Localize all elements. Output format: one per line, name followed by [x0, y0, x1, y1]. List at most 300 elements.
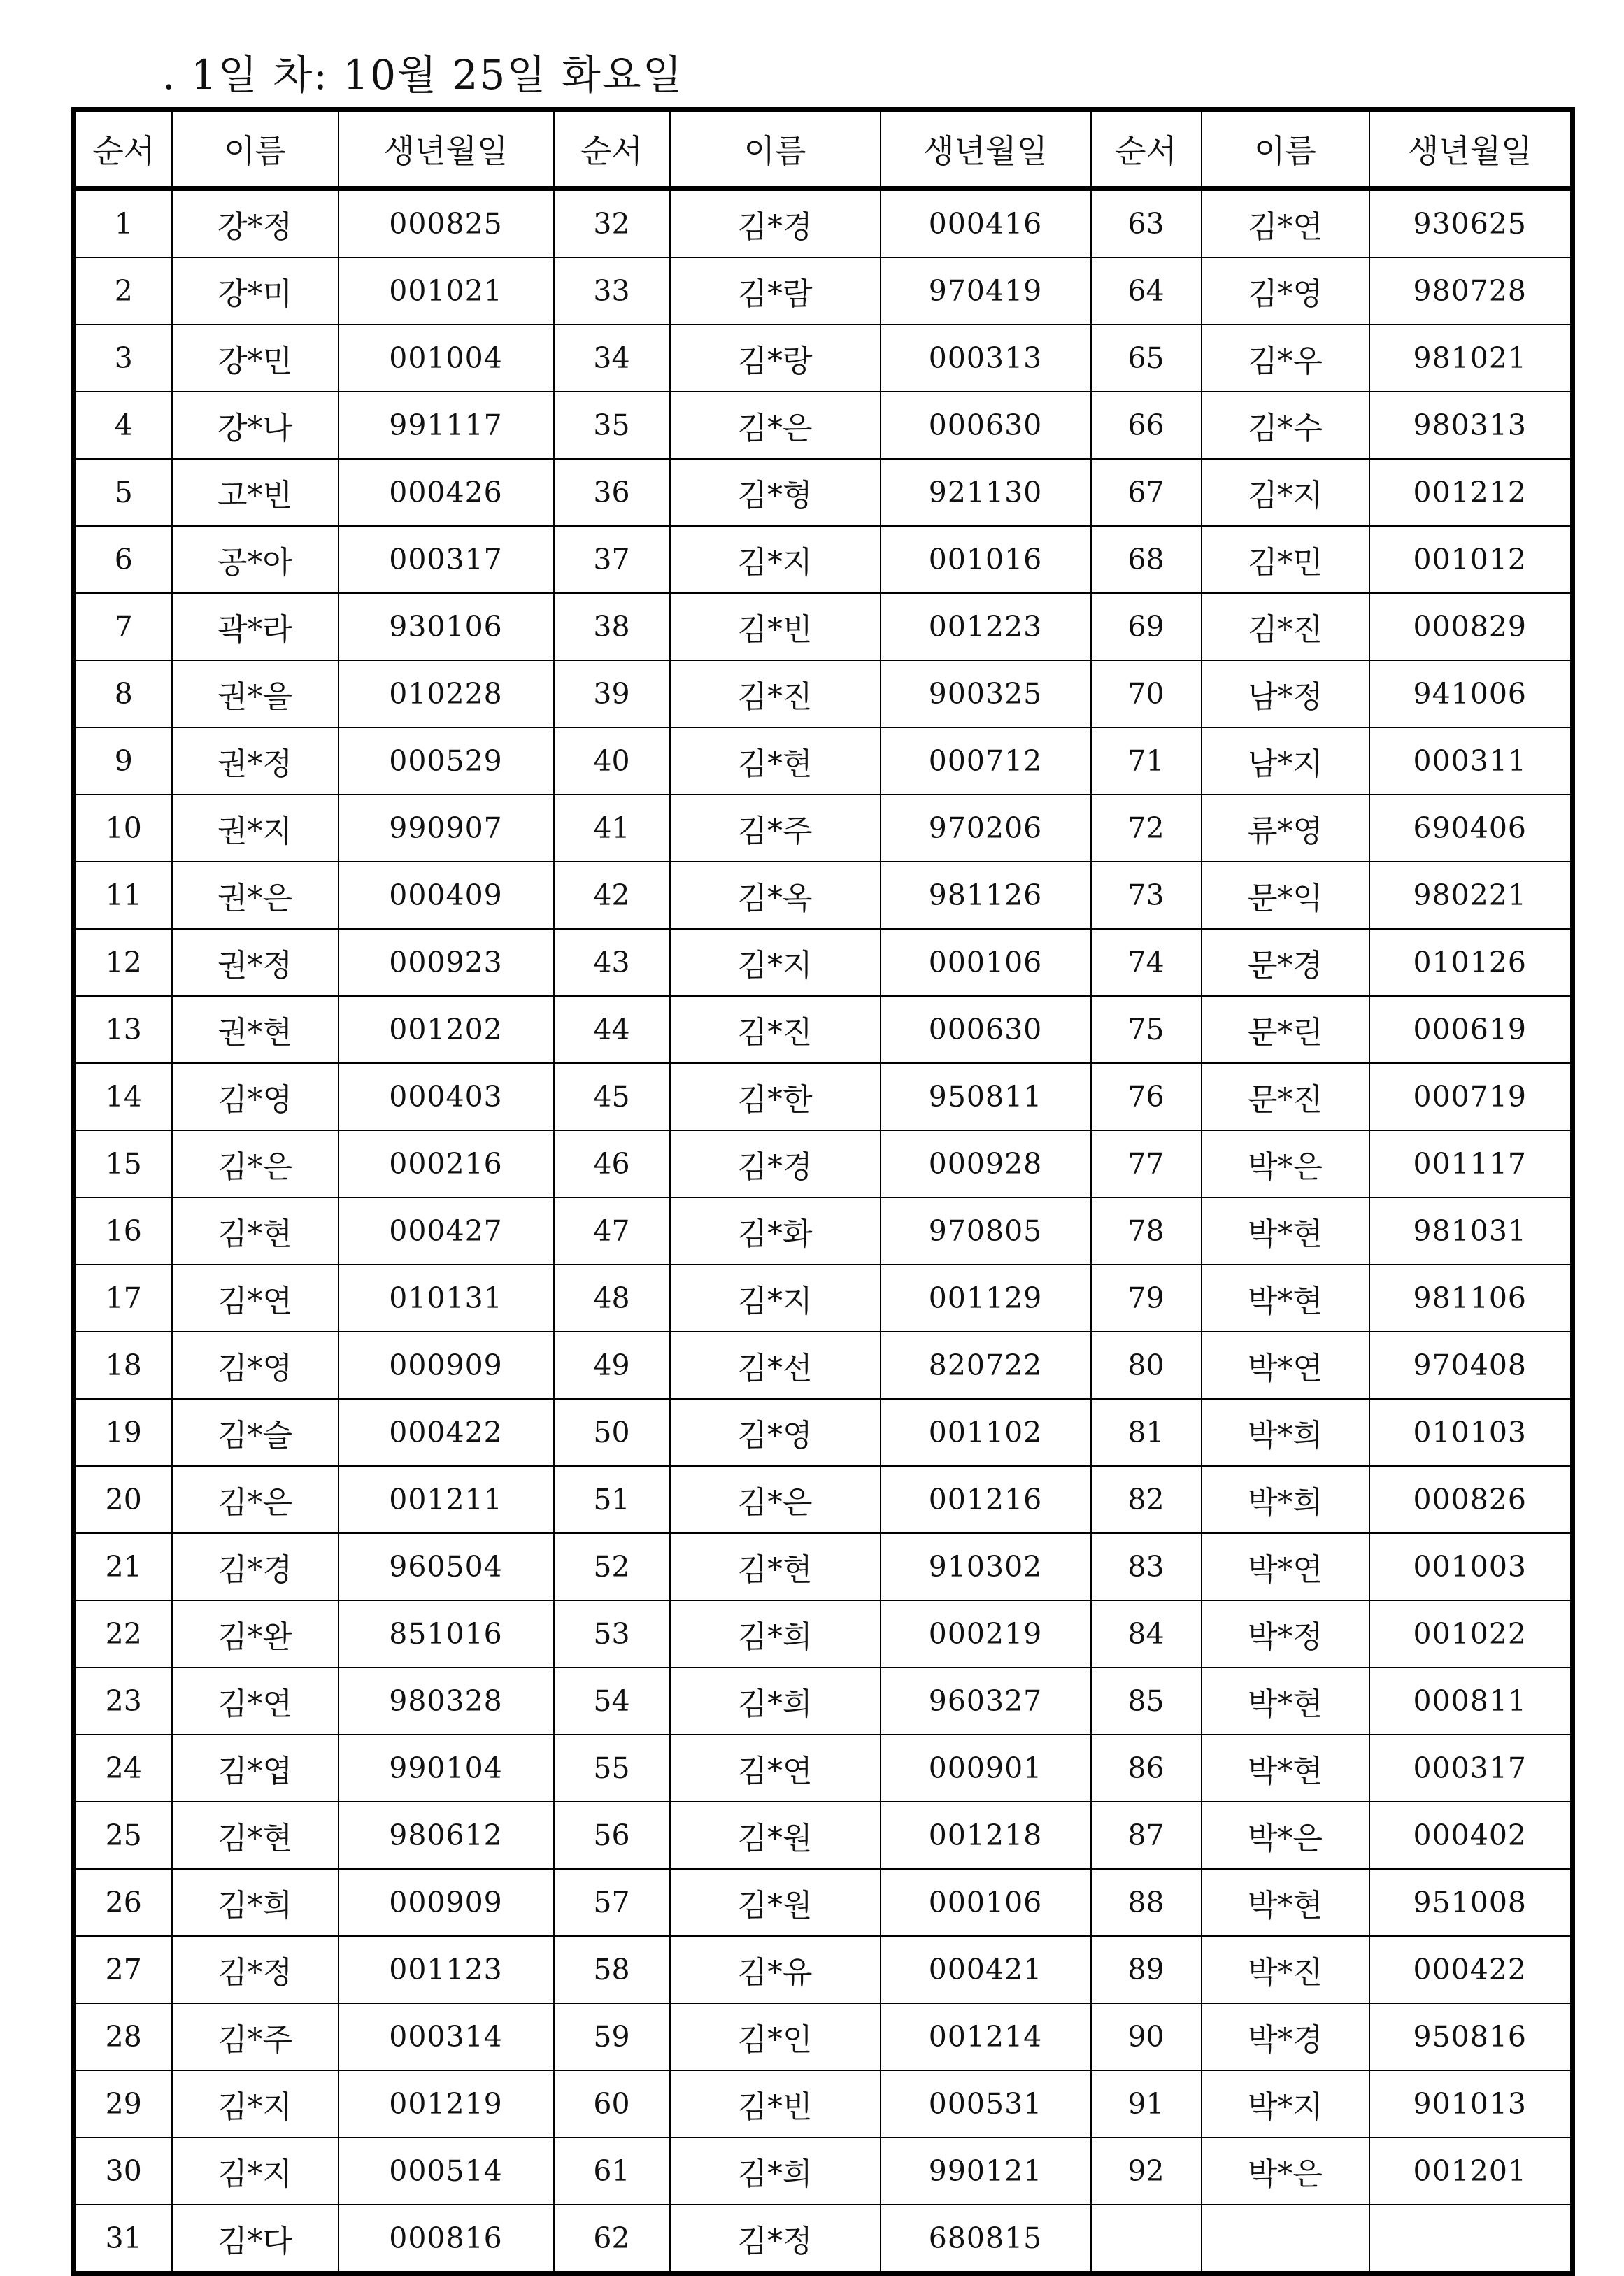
name-cell: 김*주: [670, 795, 881, 862]
birthdate-cell: 000317: [1369, 1735, 1573, 1802]
name-cell: 김*우: [1202, 325, 1369, 392]
name-cell: 김*지: [670, 1265, 881, 1332]
seq-cell: 59: [554, 2003, 670, 2070]
table-row: [74, 862, 1573, 929]
attendee-table: [71, 107, 1575, 2276]
name-cell: 박*연: [1202, 1533, 1369, 1600]
name-cell: 김*정: [670, 2205, 881, 2274]
seq-cell: 33: [554, 257, 670, 325]
name-cell: 김*진: [670, 660, 881, 727]
seq-cell: 70: [1091, 660, 1202, 727]
seq-cell: 50: [554, 1399, 670, 1466]
header-seq: 순서: [554, 110, 670, 189]
seq-cell: 9: [74, 727, 172, 795]
seq-cell: 83: [1091, 1533, 1202, 1600]
birthdate-cell: 000421: [881, 1936, 1091, 2003]
name-cell: 김*정: [172, 1936, 339, 2003]
birthdate-cell: 000928: [881, 1130, 1091, 1197]
birthdate-cell: 980728: [1369, 257, 1573, 325]
seq-cell: 11: [74, 862, 172, 929]
name-cell: 김*영: [172, 1332, 339, 1399]
name-cell: 김*빈: [670, 2070, 881, 2138]
birthdate-cell: 000923: [339, 929, 554, 996]
seq-cell: 63: [1091, 189, 1202, 258]
birthdate-cell: 990121: [881, 2138, 1091, 2205]
name-cell: 강*미: [172, 257, 339, 325]
name-cell: 김*완: [172, 1600, 339, 1667]
seq-cell: 80: [1091, 1332, 1202, 1399]
name-cell: 김*은: [670, 1466, 881, 1533]
name-cell: 박*연: [1202, 1332, 1369, 1399]
name-cell: 박*현: [1202, 1197, 1369, 1265]
seq-cell: 18: [74, 1332, 172, 1399]
birthdate-cell: [1369, 2205, 1573, 2274]
seq-cell: 78: [1091, 1197, 1202, 1265]
birthdate-cell: 001117: [1369, 1130, 1573, 1197]
seq-cell: 57: [554, 1869, 670, 1936]
table-row: [74, 2003, 1573, 2070]
name-cell: 김*희: [670, 2138, 881, 2205]
birthdate-cell: 000811: [1369, 1667, 1573, 1735]
seq-cell: 31: [74, 2205, 172, 2274]
birthdate-cell: 001223: [881, 593, 1091, 660]
table-row: [74, 1533, 1573, 1600]
seq-cell: 85: [1091, 1667, 1202, 1735]
name-cell: 김*지: [670, 526, 881, 593]
birthdate-cell: 820722: [881, 1332, 1091, 1399]
seq-cell: 86: [1091, 1735, 1202, 1802]
seq-cell: 30: [74, 2138, 172, 2205]
birthdate-cell: 001021: [339, 257, 554, 325]
birthdate-cell: 001201: [1369, 2138, 1573, 2205]
seq-cell: 44: [554, 996, 670, 1063]
seq-cell: 81: [1091, 1399, 1202, 1466]
name-cell: 김*현: [670, 727, 881, 795]
name-cell: 박*희: [1202, 1399, 1369, 1466]
seq-cell: 14: [74, 1063, 172, 1130]
seq-cell: 73: [1091, 862, 1202, 929]
name-cell: 김*수: [1202, 392, 1369, 459]
table-row: [74, 325, 1573, 392]
header-name: 이름: [670, 110, 881, 189]
birthdate-cell: 900325: [881, 660, 1091, 727]
name-cell: 남*지: [1202, 727, 1369, 795]
seq-cell: 10: [74, 795, 172, 862]
table-row: [74, 392, 1573, 459]
seq-cell: 58: [554, 1936, 670, 2003]
seq-cell: 26: [74, 1869, 172, 1936]
birthdate-cell: 000514: [339, 2138, 554, 2205]
seq-cell: 17: [74, 1265, 172, 1332]
name-cell: 김*은: [670, 392, 881, 459]
birthdate-cell: 000426: [339, 459, 554, 526]
birthdate-cell: 901013: [1369, 2070, 1573, 2138]
seq-cell: 8: [74, 660, 172, 727]
name-cell: 김*다: [172, 2205, 339, 2274]
seq-cell: 77: [1091, 1130, 1202, 1197]
name-cell: 문*진: [1202, 1063, 1369, 1130]
table-row: [74, 1399, 1573, 1466]
seq-cell: 1: [74, 189, 172, 258]
name-cell: 김*슬: [172, 1399, 339, 1466]
birthdate-cell: 001214: [881, 2003, 1091, 2070]
birthdate-cell: 981126: [881, 862, 1091, 929]
name-cell: 김*원: [670, 1869, 881, 1936]
seq-cell: 13: [74, 996, 172, 1063]
birthdate-cell: 000529: [339, 727, 554, 795]
seq-cell: 65: [1091, 325, 1202, 392]
name-cell: 김*지: [172, 2138, 339, 2205]
table-row: [74, 593, 1573, 660]
name-cell: 김*영: [172, 1063, 339, 1130]
name-cell: 김*인: [670, 2003, 881, 2070]
name-cell: 곽*라: [172, 593, 339, 660]
name-cell: 박*현: [1202, 1735, 1369, 1802]
name-cell: 박*현: [1202, 1869, 1369, 1936]
seq-cell: 79: [1091, 1265, 1202, 1332]
seq-cell: 25: [74, 1802, 172, 1869]
seq-cell: 3: [74, 325, 172, 392]
name-cell: 권*정: [172, 929, 339, 996]
header-seq: 순서: [74, 110, 172, 189]
name-cell: 박*은: [1202, 1130, 1369, 1197]
seq-cell: 16: [74, 1197, 172, 1265]
table-row: [74, 1197, 1573, 1265]
seq-cell: 27: [74, 1936, 172, 2003]
header-name: 이름: [172, 110, 339, 189]
name-cell: 김*현: [670, 1533, 881, 1600]
name-cell: 강*민: [172, 325, 339, 392]
table-row: [74, 189, 1573, 258]
birthdate-cell: 981106: [1369, 1265, 1573, 1332]
name-cell: 김*은: [172, 1466, 339, 1533]
birthdate-cell: 000909: [339, 1869, 554, 1936]
birthdate-cell: 000816: [339, 2205, 554, 2274]
birthdate-cell: 990104: [339, 1735, 554, 1802]
birthdate-cell: 001016: [881, 526, 1091, 593]
name-cell: 강*정: [172, 189, 339, 258]
birthdate-cell: 001123: [339, 1936, 554, 2003]
seq-cell: 75: [1091, 996, 1202, 1063]
birthdate-cell: 000901: [881, 1735, 1091, 1802]
birthdate-cell: 000403: [339, 1063, 554, 1130]
name-cell: 김*진: [670, 996, 881, 1063]
seq-cell: 42: [554, 862, 670, 929]
seq-cell: 89: [1091, 1936, 1202, 2003]
birthdate-cell: 680815: [881, 2205, 1091, 2274]
seq-cell: 92: [1091, 2138, 1202, 2205]
seq-cell: 52: [554, 1533, 670, 1600]
name-cell: 김*희: [172, 1869, 339, 1936]
birthdate-cell: 000216: [339, 1130, 554, 1197]
name-cell: 김*엽: [172, 1735, 339, 1802]
name-cell: 김*현: [172, 1197, 339, 1265]
name-cell: 권*현: [172, 996, 339, 1063]
name-cell: 김*영: [1202, 257, 1369, 325]
name-cell: 박*경: [1202, 2003, 1369, 2070]
name-cell: 김*지: [670, 929, 881, 996]
table-row: [74, 795, 1573, 862]
seq-cell: 55: [554, 1735, 670, 1802]
birthdate-cell: 000422: [1369, 1936, 1573, 2003]
table-row: [74, 1130, 1573, 1197]
seq-cell: 54: [554, 1667, 670, 1735]
name-cell: 김*람: [670, 257, 881, 325]
birthdate-cell: 001202: [339, 996, 554, 1063]
seq-cell: 20: [74, 1466, 172, 1533]
seq-cell: 51: [554, 1466, 670, 1533]
birthdate-cell: 001218: [881, 1802, 1091, 1869]
birthdate-cell: 960327: [881, 1667, 1091, 1735]
name-cell: 권*은: [172, 862, 339, 929]
name-cell: 김*경: [670, 1130, 881, 1197]
birthdate-cell: 000712: [881, 727, 1091, 795]
seq-cell: 24: [74, 1735, 172, 1802]
seq-cell: 56: [554, 1802, 670, 1869]
seq-cell: 87: [1091, 1802, 1202, 1869]
name-cell: 박*희: [1202, 1466, 1369, 1533]
name-cell: 박*정: [1202, 1600, 1369, 1667]
birthdate-cell: 950816: [1369, 2003, 1573, 2070]
birthdate-cell: 000402: [1369, 1802, 1573, 1869]
name-cell: 김*형: [670, 459, 881, 526]
name-cell: 김*영: [670, 1399, 881, 1466]
birthdate-cell: 001216: [881, 1466, 1091, 1533]
birthdate-cell: 001211: [339, 1466, 554, 1533]
seq-cell: 38: [554, 593, 670, 660]
name-cell: 김*원: [670, 1802, 881, 1869]
birthdate-cell: 000416: [881, 189, 1091, 258]
seq-cell: 71: [1091, 727, 1202, 795]
seq-cell: 29: [74, 2070, 172, 2138]
header-name: 이름: [1202, 110, 1369, 189]
birthdate-cell: 010131: [339, 1265, 554, 1332]
birthdate-cell: 981031: [1369, 1197, 1573, 1265]
birthdate-cell: 001129: [881, 1265, 1091, 1332]
birthdate-cell: 690406: [1369, 795, 1573, 862]
birthdate-cell: 001012: [1369, 526, 1573, 593]
birthdate-cell: 000106: [881, 1869, 1091, 1936]
name-cell: 문*린: [1202, 996, 1369, 1063]
birthdate-cell: 970805: [881, 1197, 1091, 1265]
birthdate-cell: 990907: [339, 795, 554, 862]
birthdate-cell: 010228: [339, 660, 554, 727]
seq-cell: 2: [74, 257, 172, 325]
header-birthdate: 생년월일: [1369, 110, 1573, 189]
seq-cell: 49: [554, 1332, 670, 1399]
seq-cell: 22: [74, 1600, 172, 1667]
birthdate-cell: 000825: [339, 189, 554, 258]
table-row: [74, 1332, 1573, 1399]
name-cell: 김*옥: [670, 862, 881, 929]
name-cell: 강*나: [172, 392, 339, 459]
birthdate-cell: 930106: [339, 593, 554, 660]
birthdate-cell: 941006: [1369, 660, 1573, 727]
seq-cell: 66: [1091, 392, 1202, 459]
seq-cell: 43: [554, 929, 670, 996]
birthdate-cell: 000313: [881, 325, 1091, 392]
seq-cell: 15: [74, 1130, 172, 1197]
name-cell: 류*영: [1202, 795, 1369, 862]
birthdate-cell: 001102: [881, 1399, 1091, 1466]
birthdate-cell: 991117: [339, 392, 554, 459]
table-row: [74, 1802, 1573, 1869]
birthdate-cell: 951008: [1369, 1869, 1573, 1936]
seq-cell: 41: [554, 795, 670, 862]
seq-cell: 35: [554, 392, 670, 459]
page-title: . 1일 차: 10월 25일 화요일: [162, 51, 683, 99]
birthdate-cell: 000630: [881, 392, 1091, 459]
table-row: [74, 1936, 1573, 2003]
birthdate-cell: 000619: [1369, 996, 1573, 1063]
table-body: [74, 189, 1573, 2274]
name-cell: 김*화: [670, 1197, 881, 1265]
birthdate-cell: 001003: [1369, 1533, 1573, 1600]
seq-cell: 37: [554, 526, 670, 593]
birthdate-cell: 000719: [1369, 1063, 1573, 1130]
birthdate-cell: 970419: [881, 257, 1091, 325]
seq-cell: 82: [1091, 1466, 1202, 1533]
birthdate-cell: 000427: [339, 1197, 554, 1265]
seq-cell: 28: [74, 2003, 172, 2070]
birthdate-cell: 010126: [1369, 929, 1573, 996]
table-row: [74, 2070, 1573, 2138]
seq-cell: 64: [1091, 257, 1202, 325]
seq-cell: 12: [74, 929, 172, 996]
name-cell: 고*빈: [172, 459, 339, 526]
birthdate-cell: 921130: [881, 459, 1091, 526]
header-seq: 순서: [1091, 110, 1202, 189]
seq-cell: 53: [554, 1600, 670, 1667]
birthdate-cell: 980221: [1369, 862, 1573, 929]
seq-cell: 47: [554, 1197, 670, 1265]
name-cell: 김*빈: [670, 593, 881, 660]
seq-cell: 84: [1091, 1600, 1202, 1667]
table-row: [74, 2205, 1573, 2274]
birthdate-cell: 930625: [1369, 189, 1573, 258]
birthdate-cell: 980612: [339, 1802, 554, 1869]
birthdate-cell: 970206: [881, 795, 1091, 862]
name-cell: 김*희: [670, 1667, 881, 1735]
birthdate-cell: 000409: [339, 862, 554, 929]
name-cell: 김*랑: [670, 325, 881, 392]
birthdate-cell: 981021: [1369, 325, 1573, 392]
birthdate-cell: 910302: [881, 1533, 1091, 1600]
birthdate-cell: 000317: [339, 526, 554, 593]
seq-cell: 45: [554, 1063, 670, 1130]
birthdate-cell: 000829: [1369, 593, 1573, 660]
name-cell: 권*정: [172, 727, 339, 795]
seq-cell: 72: [1091, 795, 1202, 862]
seq-cell: 61: [554, 2138, 670, 2205]
name-cell: 김*연: [1202, 189, 1369, 258]
name-cell: [1202, 2205, 1369, 2274]
name-cell: 김*진: [1202, 593, 1369, 660]
birthdate-cell: 000219: [881, 1600, 1091, 1667]
table-row: [74, 660, 1573, 727]
name-cell: 문*익: [1202, 862, 1369, 929]
name-cell: 박*현: [1202, 1265, 1369, 1332]
name-cell: 김*민: [1202, 526, 1369, 593]
birthdate-cell: 000311: [1369, 727, 1573, 795]
seq-cell: 32: [554, 189, 670, 258]
name-cell: 공*아: [172, 526, 339, 593]
seq-cell: 91: [1091, 2070, 1202, 2138]
table-row: [74, 2138, 1573, 2205]
seq-cell: 74: [1091, 929, 1202, 996]
birthdate-cell: 000422: [339, 1399, 554, 1466]
table-row: [74, 1265, 1573, 1332]
birthdate-cell: 001022: [1369, 1600, 1573, 1667]
table-row: [74, 1466, 1573, 1533]
seq-cell: 36: [554, 459, 670, 526]
birthdate-cell: 960504: [339, 1533, 554, 1600]
seq-cell: 5: [74, 459, 172, 526]
name-cell: 박*은: [1202, 2138, 1369, 2205]
birthdate-cell: 970408: [1369, 1332, 1573, 1399]
name-cell: 권*지: [172, 795, 339, 862]
birthdate-cell: 000630: [881, 996, 1091, 1063]
name-cell: 김*지: [172, 2070, 339, 2138]
table-header-row: [74, 110, 1573, 189]
name-cell: 박*현: [1202, 1667, 1369, 1735]
seq-cell: 7: [74, 593, 172, 660]
birthdate-cell: 980328: [339, 1667, 554, 1735]
name-cell: 김*희: [670, 1600, 881, 1667]
name-cell: 김*연: [172, 1667, 339, 1735]
birthdate-cell: 000106: [881, 929, 1091, 996]
header-birthdate: 생년월일: [339, 110, 554, 189]
name-cell: 김*선: [670, 1332, 881, 1399]
name-cell: 김*현: [172, 1802, 339, 1869]
birthdate-cell: 010103: [1369, 1399, 1573, 1466]
birthdate-cell: 851016: [339, 1600, 554, 1667]
seq-cell: 90: [1091, 2003, 1202, 2070]
name-cell: 김*연: [172, 1265, 339, 1332]
seq-cell: 34: [554, 325, 670, 392]
header-birthdate: 생년월일: [881, 110, 1091, 189]
seq-cell: 23: [74, 1667, 172, 1735]
table-row: [74, 1869, 1573, 1936]
seq-cell: 69: [1091, 593, 1202, 660]
name-cell: 문*경: [1202, 929, 1369, 996]
birthdate-cell: 001219: [339, 2070, 554, 2138]
name-cell: 박*은: [1202, 1802, 1369, 1869]
name-cell: 김*경: [670, 189, 881, 258]
birthdate-cell: 950811: [881, 1063, 1091, 1130]
name-cell: 김*유: [670, 1936, 881, 2003]
seq-cell: 19: [74, 1399, 172, 1466]
seq-cell: 88: [1091, 1869, 1202, 1936]
seq-cell: 76: [1091, 1063, 1202, 1130]
name-cell: 권*을: [172, 660, 339, 727]
name-cell: 김*은: [172, 1130, 339, 1197]
seq-cell: 67: [1091, 459, 1202, 526]
table-row: [74, 1600, 1573, 1667]
name-cell: 남*정: [1202, 660, 1369, 727]
name-cell: 김*경: [172, 1533, 339, 1600]
name-cell: 김*한: [670, 1063, 881, 1130]
table-row: [74, 1667, 1573, 1735]
table-row: [74, 1735, 1573, 1802]
birthdate-cell: 000826: [1369, 1466, 1573, 1533]
seq-cell: 60: [554, 2070, 670, 2138]
seq-cell: 62: [554, 2205, 670, 2274]
seq-cell: 46: [554, 1130, 670, 1197]
name-cell: 김*지: [1202, 459, 1369, 526]
table-row: [74, 996, 1573, 1063]
name-cell: 김*연: [670, 1735, 881, 1802]
